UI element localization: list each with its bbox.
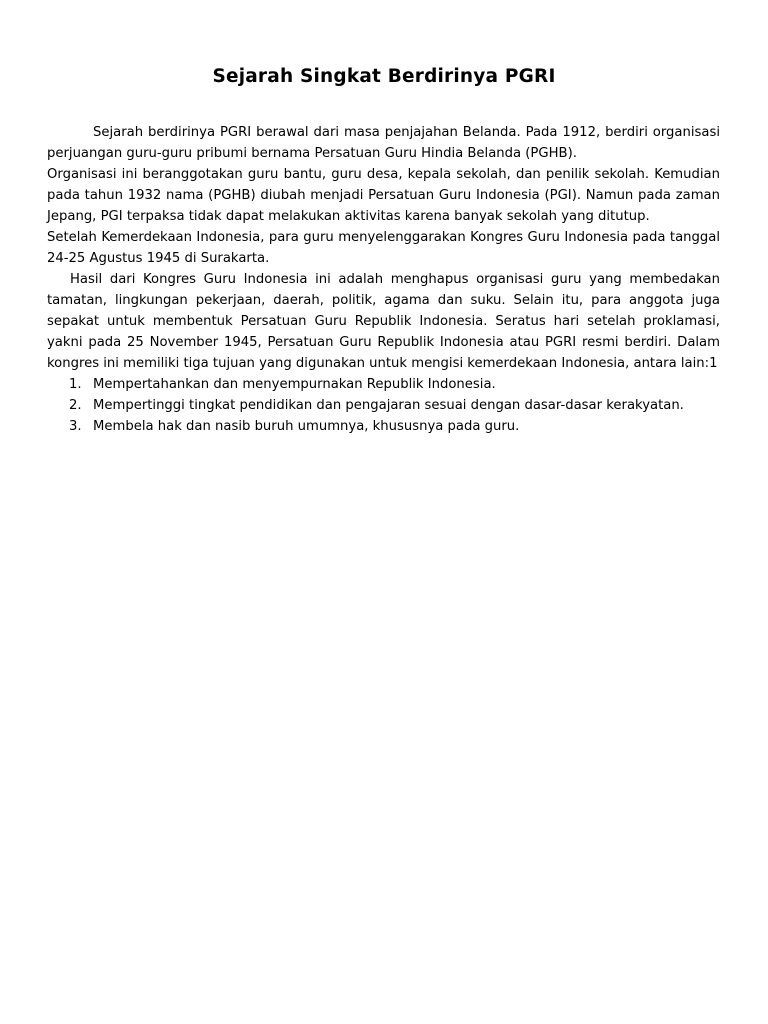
list-item-number: 2.: [69, 398, 82, 413]
list-item: [47, 416, 720, 437]
list-item: [47, 374, 720, 395]
list-item-number: 1.: [69, 377, 82, 392]
list-item-text: Mempertahankan dan menyempurnakan Republik Indonesia.: [93, 377, 496, 392]
list-item-number: 3.: [69, 419, 82, 434]
paragraph-independence-congress: Setelah Kemerdekaan Indonesia, para guru menyelenggarakan Kongres Guru Indonesia pada tanggal 24-25 Agustus 1945 di Surakarta.: [47, 230, 720, 266]
paragraph-organization-members: Organisasi ini beranggotakan guru bantu, guru desa, kepala sekolah, dan penilik sekolah. Kemudian pada tahun 1932 nama (PGHB) diubah menjadi Persatuan Guru Indonesia (PGI). Namun pada zaman Jepang, PGI terpaksa tidak dapat melakukan aktivitas karena banyak sekolah yang ditutup.: [47, 167, 720, 224]
objectives-list: [47, 374, 720, 437]
paragraph-congress-results: Hasil dari Kongres Guru Indonesia ini adalah menghapus organisasi guru yang membedakan tamatan, lingkungan pekerjaan, daerah, politik, agama dan suku. Selain itu, para anggota juga sepakat untuk membentuk Persatuan Guru Republik Indonesia. Seratus hari setelah proklamasi, yakni pada 25 November 1945, Persatuan Guru Republik Indonesia atau PGRI resmi berdiri. Dalam kongres ini memiliki tiga tujuan yang digunakan untuk mengisi kemerdekaan Indonesia, antara lain:1: [47, 272, 720, 371]
list-item: [47, 395, 720, 416]
paragraph-history-origin: Sejarah berdirinya PGRI berawal dari masa penjajahan Belanda. Pada 1912, berdiri organisasi perjuangan guru-guru pribumi bernama Persatuan Guru Hindia Belanda (PGHB).: [47, 125, 720, 161]
document-title: Sejarah Singkat Berdirinya PGRI: [212, 66, 556, 87]
list-item-text: Mempertinggi tingkat pendidikan dan pengajaran sesuai dengan dasar-dasar kerakyatan.: [93, 398, 684, 413]
document-body: [47, 122, 720, 437]
list-item-text: Membela hak dan nasib buruh umumnya, khususnya pada guru.: [93, 419, 520, 434]
